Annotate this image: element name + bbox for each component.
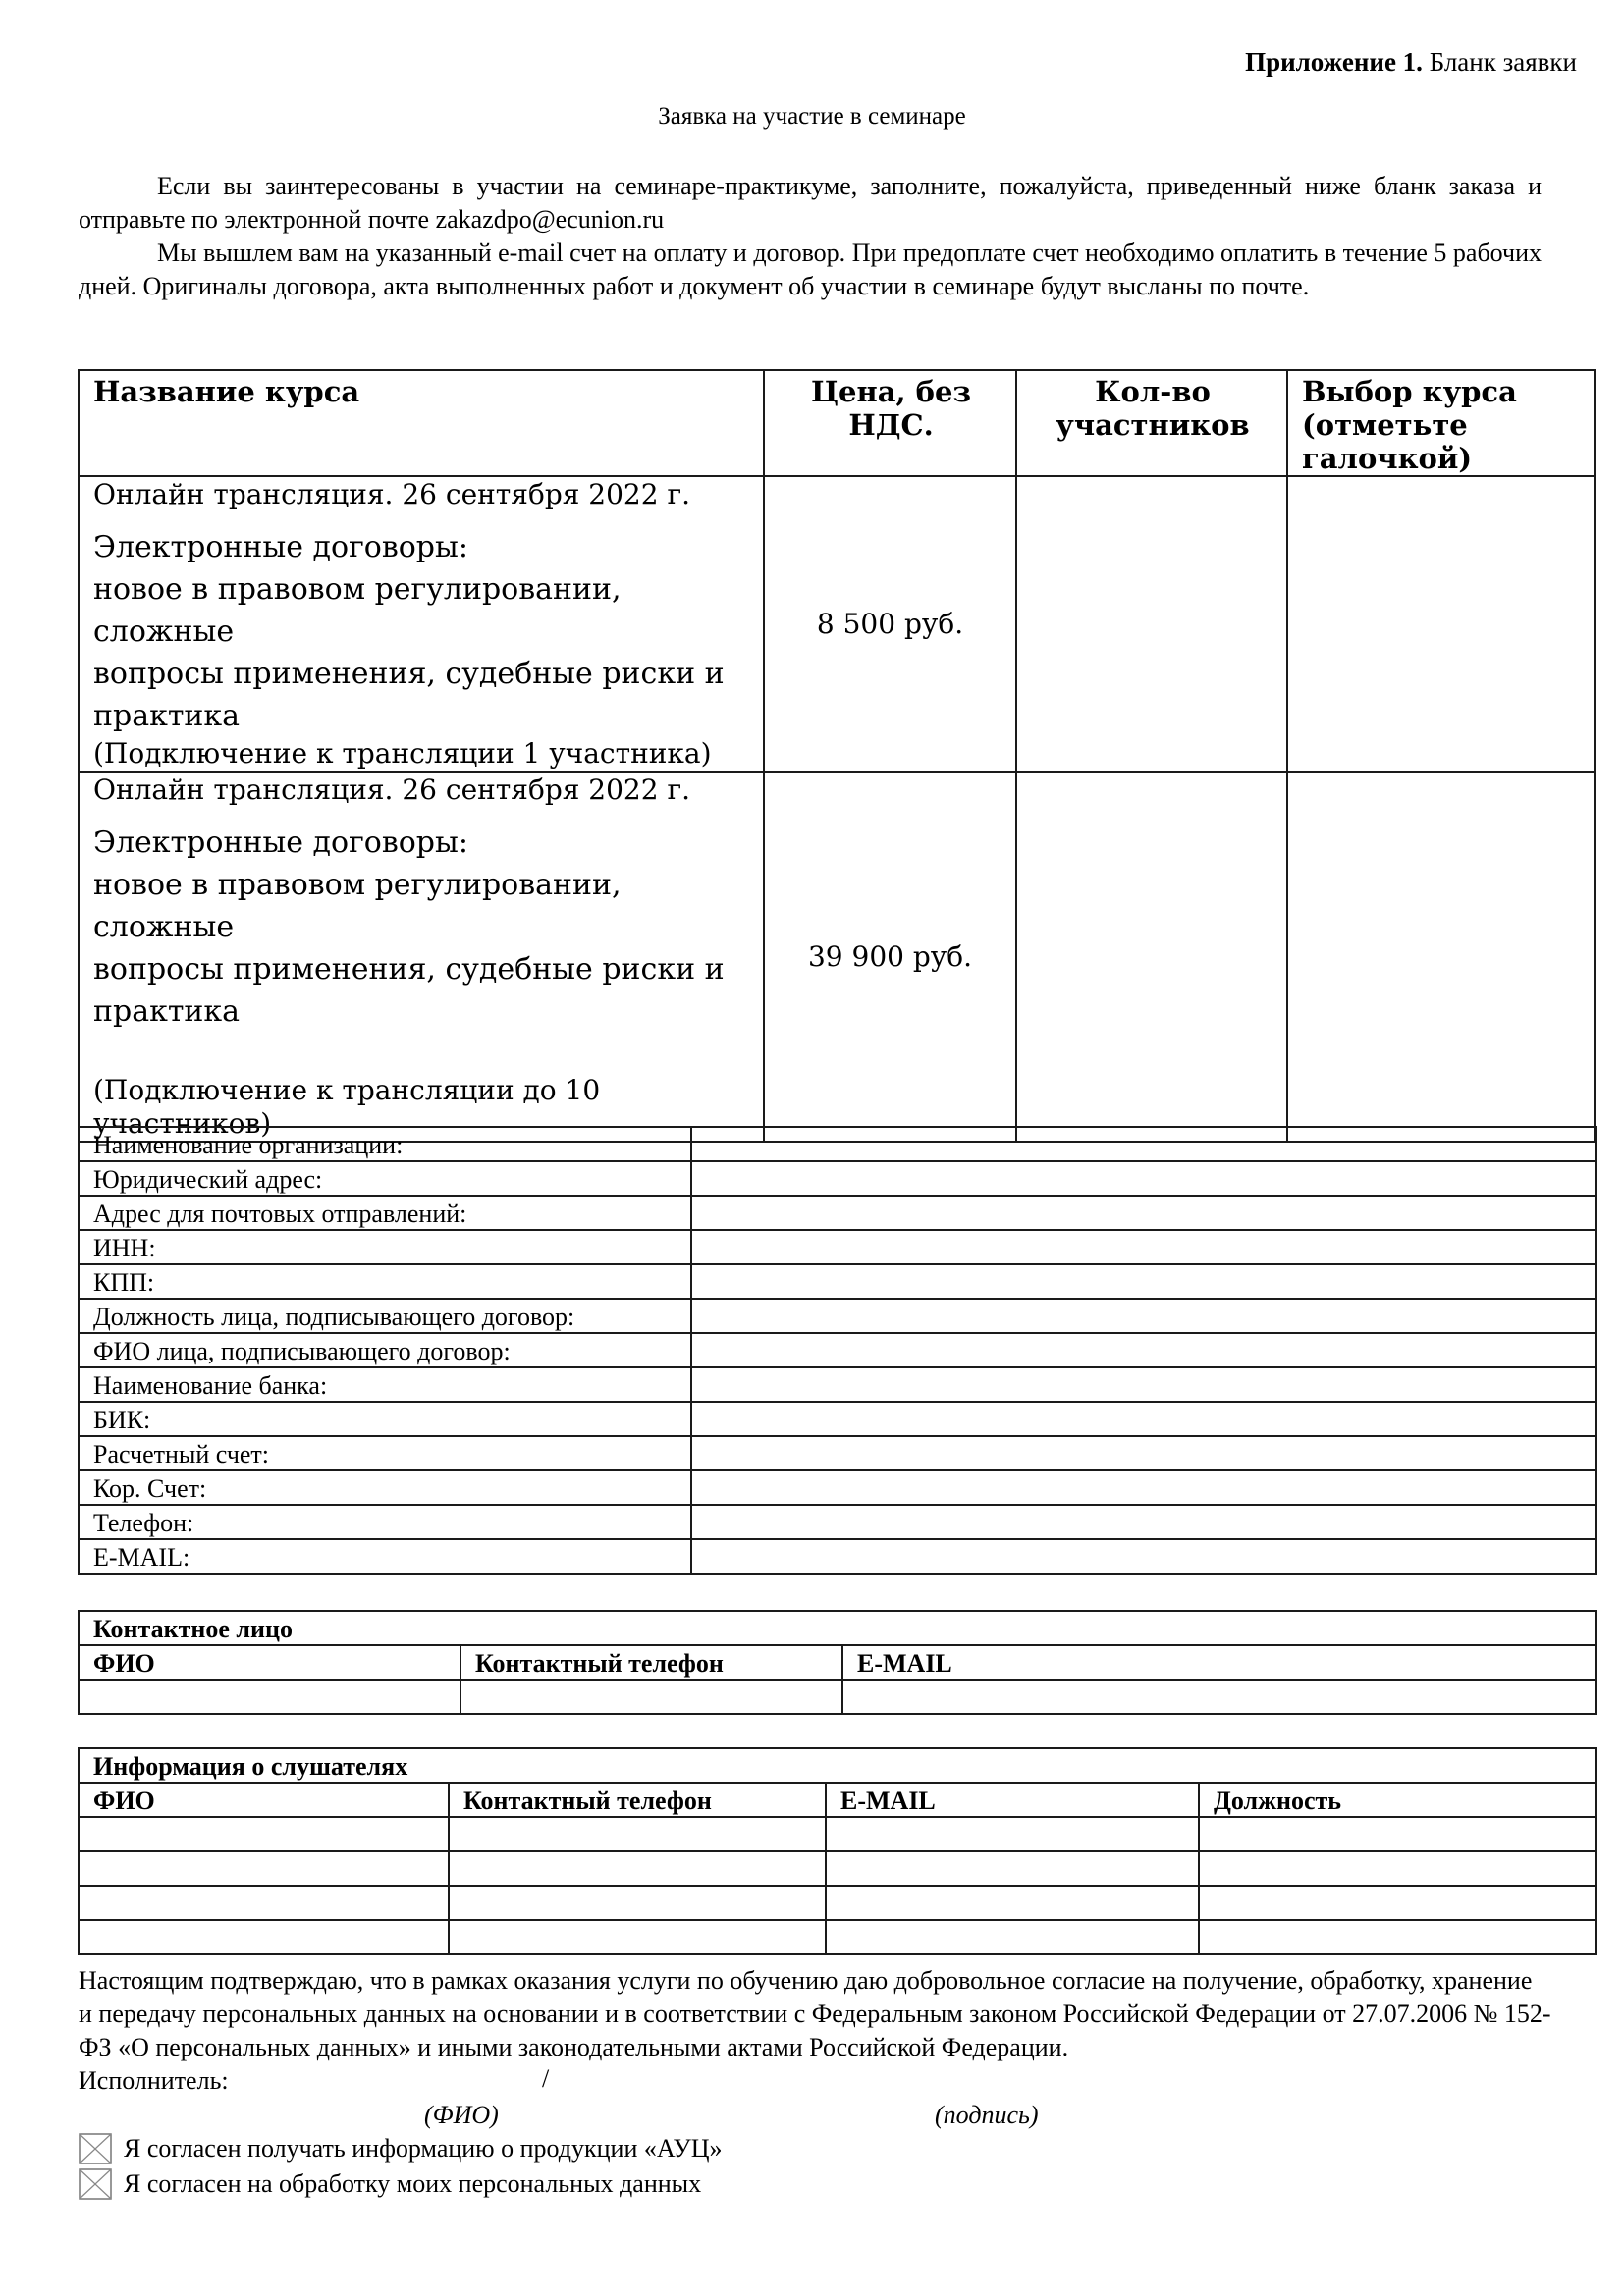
org-field-label: КПП: xyxy=(79,1264,691,1299)
course-note: (Подключение к трансляции 1 участника) xyxy=(93,737,712,770)
course-title-2: новое в правовом регулировании, сложные xyxy=(93,868,622,944)
org-row xyxy=(79,1505,1596,1539)
selection-field[interactable] xyxy=(1287,476,1595,772)
listener-position-field[interactable] xyxy=(1199,1920,1596,1954)
contact-title-row xyxy=(79,1611,1596,1645)
listener-row xyxy=(79,1886,1596,1920)
listeners-title: Информация о слушателях xyxy=(79,1748,1596,1783)
listener-phone-field[interactable] xyxy=(449,1920,826,1954)
listener-phone-field[interactable] xyxy=(449,1886,826,1920)
org-field-label: Наименование банка: xyxy=(79,1367,691,1402)
organization-table xyxy=(78,1126,1597,1575)
org-field-label: ФИО лица, подписывающего договор: xyxy=(79,1333,691,1367)
listener-position-field[interactable] xyxy=(1199,1817,1596,1851)
participants-field[interactable] xyxy=(1016,772,1287,1142)
intro-paragraph-2 xyxy=(79,237,1542,303)
header-participants: Кол-во участников xyxy=(1016,370,1287,476)
org-field-input[interactable] xyxy=(691,1230,1596,1264)
org-field-input[interactable] xyxy=(691,1436,1596,1470)
contact-header-row xyxy=(79,1645,1596,1680)
listener-name-field[interactable] xyxy=(79,1886,449,1920)
course-format: Онлайн трансляция. 26 сентября 2022 г. xyxy=(93,774,691,806)
org-row xyxy=(79,1436,1596,1470)
org-field-input[interactable] xyxy=(691,1161,1596,1196)
header-course-name: Название курса xyxy=(79,370,764,476)
consent-text: Настоящим подтверждаю, что в рамках оказания услуги по обучению даю добровольное согласие на получение, обработку, хранение и передачу персональных данных на основании и в соответствии с Федеральным законом Российской Федерации от 27.07.2006 № 152-ФЗ «О персональных данных» и иными законодательными актами Российской Федерации. xyxy=(79,1966,1551,2061)
org-field-label: Юридический адрес: xyxy=(79,1161,691,1196)
org-row xyxy=(79,1402,1596,1436)
org-field-label: Должность лица, подписывающего договор: xyxy=(79,1299,691,1333)
listener-email-field[interactable] xyxy=(826,1817,1199,1851)
fio-caption: (ФИО) xyxy=(424,2101,499,2129)
signature-separator: / xyxy=(542,2064,550,2093)
header-selection: Выбор курса (отметьте галочкой) xyxy=(1287,370,1595,476)
listeners-col-position: Должность xyxy=(1199,1783,1596,1817)
listener-phone-field[interactable] xyxy=(449,1851,826,1886)
org-row xyxy=(79,1367,1596,1402)
org-row xyxy=(79,1539,1596,1574)
org-field-input[interactable] xyxy=(691,1470,1596,1505)
listener-name-field[interactable] xyxy=(79,1851,449,1886)
org-field-input[interactable] xyxy=(691,1333,1596,1367)
course-title-2: новое в правовом регулировании, сложные xyxy=(93,572,622,649)
org-field-input[interactable] xyxy=(691,1196,1596,1230)
listener-position-field[interactable] xyxy=(1199,1851,1596,1886)
listener-row xyxy=(79,1817,1596,1851)
org-row xyxy=(79,1333,1596,1367)
course-table xyxy=(78,369,1596,1143)
org-field-label: БИК: xyxy=(79,1402,691,1436)
course-title-4: практика xyxy=(93,994,241,1029)
consent-checkbox-marketing[interactable] xyxy=(79,2132,723,2165)
intro-paragraph-1 xyxy=(79,170,1542,237)
org-field-label: Кор. Счет: xyxy=(79,1470,691,1505)
course-title-4: практика xyxy=(93,699,241,733)
course-row xyxy=(79,476,1595,772)
org-row xyxy=(79,1299,1596,1333)
selection-field[interactable] xyxy=(1287,772,1595,1142)
listener-email-field[interactable] xyxy=(826,1920,1199,1954)
course-note-1: (Подключение к трансляции до 10 xyxy=(93,1074,601,1106)
course-price: 39 900 руб. xyxy=(764,772,1016,1142)
course-description xyxy=(79,476,764,772)
listeners-col-email: E-MAIL xyxy=(826,1783,1199,1817)
intro-text-1: Если вы заинтересованы в участии на семинаре-практикуме, заполните, пожалуйста, приведенный ниже бланк заказа и отправьте по электронной почте zakazdpo@ecunion.ru xyxy=(79,172,1542,234)
org-field-input[interactable] xyxy=(691,1127,1596,1161)
intro-text-2: Мы вышлем вам на указанный e-mail счет на оплату и договор. При предоплате счет необходимо оплатить в течение 5 рабочих дней. Оригиналы договора, акта выполненных работ и документ об участии в семинаре будут высланы по почте. xyxy=(79,239,1542,300)
org-row xyxy=(79,1470,1596,1505)
course-row xyxy=(79,772,1595,1142)
contact-name-field[interactable] xyxy=(79,1680,460,1714)
contact-col-email: E-MAIL xyxy=(842,1645,1596,1680)
org-field-input[interactable] xyxy=(691,1402,1596,1436)
org-row xyxy=(79,1161,1596,1196)
org-field-input[interactable] xyxy=(691,1539,1596,1574)
contact-title: Контактное лицо xyxy=(79,1611,1596,1645)
header-price: Цена, без НДС. xyxy=(764,370,1016,476)
course-title-1: Электронные договоры: xyxy=(93,826,468,860)
course-title-1: Электронные договоры: xyxy=(93,530,468,564)
listeners-table xyxy=(78,1747,1597,1955)
course-note-2: участников) xyxy=(93,1107,272,1140)
org-field-label: Адрес для почтовых отправлений: xyxy=(79,1196,691,1230)
listeners-col-phone: Контактный телефон xyxy=(449,1783,826,1817)
org-field-input[interactable] xyxy=(691,1264,1596,1299)
listener-phone-field[interactable] xyxy=(449,1817,826,1851)
listener-position-field[interactable] xyxy=(1199,1886,1596,1920)
checkbox-icon[interactable] xyxy=(79,2133,112,2164)
checkbox-icon[interactable] xyxy=(79,2168,112,2200)
listeners-header-row xyxy=(79,1783,1596,1817)
listeners-title-row xyxy=(79,1748,1596,1783)
listener-row xyxy=(79,1851,1596,1886)
contact-phone-field[interactable] xyxy=(460,1680,842,1714)
course-description xyxy=(79,772,764,1142)
org-row xyxy=(79,1230,1596,1264)
appendix-heading xyxy=(1245,47,1577,78)
org-field-label: ИНН: xyxy=(79,1230,691,1264)
org-field-label: Наименование организации: xyxy=(79,1127,691,1161)
org-field-input[interactable] xyxy=(691,1367,1596,1402)
listener-name-field[interactable] xyxy=(79,1920,449,1954)
contact-person-table xyxy=(78,1610,1597,1715)
org-field-input[interactable] xyxy=(691,1299,1596,1333)
participants-field[interactable] xyxy=(1016,476,1287,772)
listener-name-field[interactable] xyxy=(79,1817,449,1851)
checkbox-label: Я согласен на обработку моих персональных данных xyxy=(124,2169,702,2198)
course-table-header xyxy=(79,370,1595,476)
course-title-3: вопросы применения, судебные риски и xyxy=(93,952,725,987)
listener-email-field[interactable] xyxy=(826,1851,1199,1886)
course-price: 8 500 руб. xyxy=(764,476,1016,772)
course-format: Онлайн трансляция. 26 сентября 2022 г. xyxy=(93,478,691,510)
consent-checkbox-personal-data[interactable] xyxy=(79,2167,701,2201)
listener-email-field[interactable] xyxy=(826,1886,1199,1920)
contact-col-name: ФИО xyxy=(79,1645,460,1680)
contact-col-phone: Контактный телефон xyxy=(460,1645,842,1680)
org-field-label: E-MAIL: xyxy=(79,1539,691,1574)
listeners-col-name: ФИО xyxy=(79,1783,449,1817)
org-field-label: Расчетный счет: xyxy=(79,1436,691,1470)
executor-label: Исполнитель: xyxy=(79,2066,229,2095)
contact-input-row xyxy=(79,1680,1596,1714)
contact-email-field[interactable] xyxy=(842,1680,1596,1714)
org-row xyxy=(79,1264,1596,1299)
course-title-3: вопросы применения, судебные риски и xyxy=(93,657,725,691)
org-row xyxy=(79,1196,1596,1230)
org-field-label: Телефон: xyxy=(79,1505,691,1539)
checkbox-label: Я согласен получать информацию о продукции «АУЦ» xyxy=(124,2134,723,2163)
signature-caption: (подпись) xyxy=(935,2101,1039,2129)
document-title: Заявка на участие в семинаре xyxy=(658,103,966,130)
appendix-number: Приложение 1. xyxy=(1245,47,1423,77)
listener-row xyxy=(79,1920,1596,1954)
appendix-label: Бланк заявки xyxy=(1422,47,1577,77)
org-field-input[interactable] xyxy=(691,1505,1596,1539)
org-row xyxy=(79,1127,1596,1161)
